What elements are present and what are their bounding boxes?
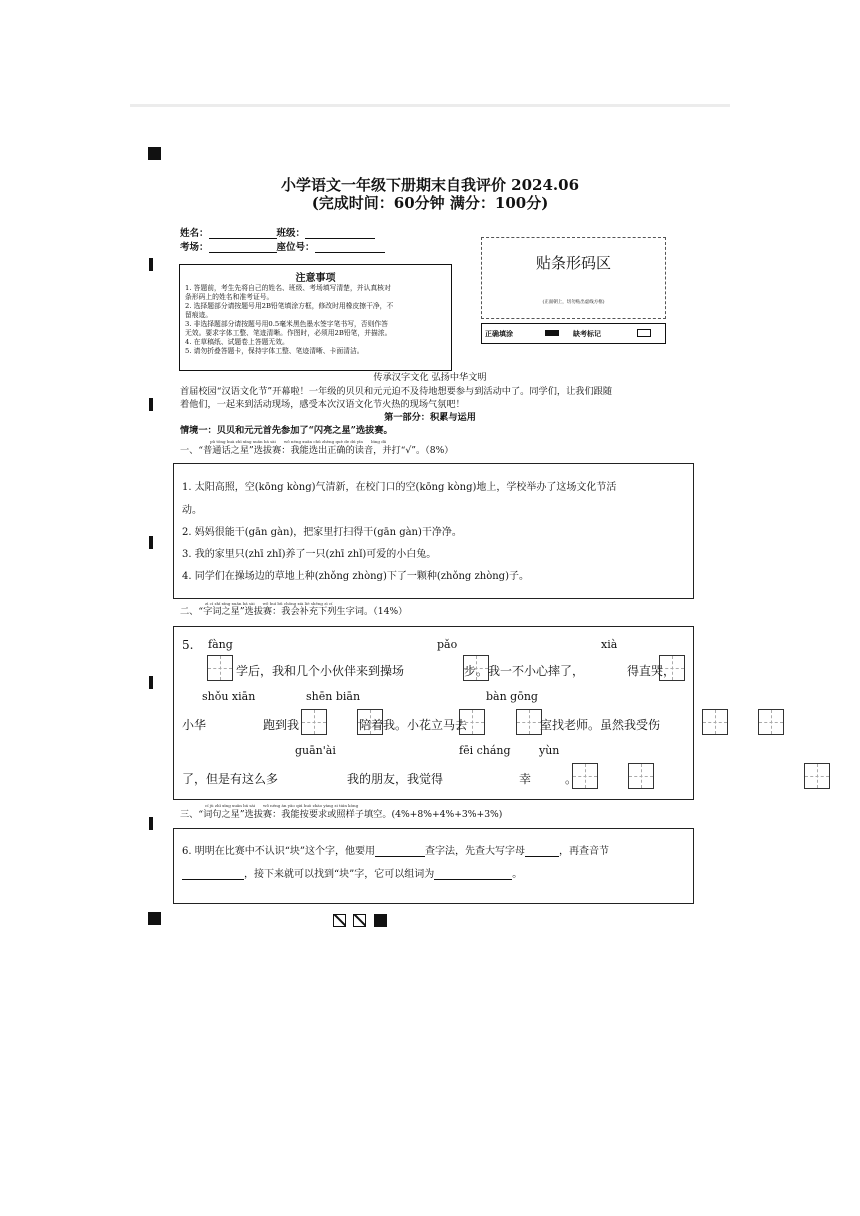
- sec1-heading: 一、“普通话之星”选拔赛：我能选出正确的读音，并打“√”。（8%）: [180, 445, 454, 456]
- barcode-area: [481, 237, 666, 319]
- q2-line: 2. 妈妈很能干(gān gàn)，把家里打扫得干(gān gàn)干净净。: [182, 527, 462, 538]
- char-box[interactable]: [207, 655, 233, 681]
- q5-text: 了，但是有这么多: [182, 772, 279, 786]
- class-label: 班级：: [276, 228, 306, 239]
- barcode-title: 贴条形码区: [535, 254, 611, 272]
- corner-mark-bottom-left: [148, 912, 161, 925]
- q6-text: 6. 明明在比赛中不认识“块”这个字，他要用: [182, 846, 375, 857]
- notice-line: 2. 选择题部分请按题号用2B铅笔填涂方框，修改时用橡皮擦干净，不: [185, 302, 394, 310]
- side-tick: [149, 258, 153, 271]
- notice-title: 注意事项: [295, 273, 336, 284]
- exam-subtitle: (完成时间：60分钟 满分：100分): [311, 194, 549, 212]
- side-tick: [149, 676, 153, 689]
- name-field[interactable]: [209, 228, 277, 239]
- class-field[interactable]: [305, 228, 375, 239]
- corner-mark-top-left: [148, 147, 161, 160]
- notice-line: 3. 非选择题部分请按题号用0.5毫米黑色墨水签字笔书写，否则作答: [185, 320, 388, 328]
- pinyin-yun: yùn: [539, 744, 560, 757]
- pinyin-bangong: bàn gōng: [486, 690, 538, 703]
- notice-line: 无效。要求字体工整、笔迹清晰。作图时，必须用2B铅笔，并描浓。: [185, 329, 392, 337]
- q1-line: 1. 太阳高照，空(kōng kòng)气清新，在校门口的空(kōng kòng)地上，学校举办了这场文化节活: [182, 482, 617, 493]
- char-box[interactable]: [628, 763, 654, 789]
- answer-blank[interactable]: [375, 846, 425, 857]
- side-tick: [149, 398, 153, 411]
- pinyin-xia: xià: [601, 638, 618, 651]
- char-box[interactable]: [758, 709, 784, 735]
- intro-line-2: 着他们，一起来到活动现场，感受本次汉语文化节火热的现场气氛吧！: [180, 399, 465, 410]
- room-label: 考场：: [180, 242, 209, 253]
- slash-box-icon: [353, 914, 366, 927]
- top-divider: [130, 104, 730, 107]
- q6-text: ，再查音节: [558, 846, 609, 857]
- slash-box-icon: [333, 914, 346, 927]
- notice-line: 4. 在草稿纸、试题卷上答题无效。: [185, 338, 289, 346]
- correct-fill-swatch: [545, 330, 559, 336]
- q5-text: 幸: [519, 772, 532, 786]
- answer-blank[interactable]: [182, 869, 244, 880]
- pinyin-guanai: guān'ài: [295, 744, 336, 757]
- char-box[interactable]: [702, 709, 728, 735]
- pinyin-shouxian: shǒu xiān: [202, 690, 256, 703]
- notice-line: 条形码上的姓名和准考证号。: [185, 293, 274, 301]
- notice-line: 5. 请勿折叠答题卡，保持字体工整、笔迹清晰、卡面清洁。: [185, 347, 364, 355]
- correct-fill-label: 正确填涂: [485, 329, 513, 338]
- scene-heading: 情境一：贝贝和元元首先参加了“闪亮之星”选拔赛。: [180, 425, 393, 436]
- sec3-heading: 三、“词句之星”选拔赛：我能按要求或照样子填空。(4%+8%+4%+3%+3%): [180, 809, 503, 820]
- notice-line: 留痕迹。: [185, 311, 213, 319]
- sec2-heading: 二、“字词之星”选拔赛：我会补充下列生字词。（14%）: [180, 606, 408, 617]
- q6-line-1: [182, 842, 609, 857]
- char-box[interactable]: [301, 709, 327, 735]
- sec2-pinyin: zì cí zhī xīng xuǎn bá sài wǒ huì bǔ chōng xià liè shēng zì cí: [205, 601, 333, 606]
- seat-label: 座位号：: [276, 242, 315, 253]
- name-label: 姓名：: [180, 228, 209, 239]
- q4-line: 4. 同学们在操场边的草地上种(zhǒng zhòng)下了一颗种(zhǒng zhòng)子。: [182, 571, 529, 582]
- q5-text: 得直哭，: [627, 664, 676, 678]
- absent-label: 缺考标记: [573, 329, 601, 338]
- q5-text: 跑到我: [263, 718, 300, 732]
- intro-line-1: 首届校园“汉语文化节”开幕啦！一年级的贝贝和元元迫不及待地想要参与到活动中了。同学们，让我们跟随: [180, 386, 613, 397]
- question-box-2: [173, 626, 694, 800]
- absent-mark-box[interactable]: [637, 329, 651, 337]
- pinyin-shenbian: shēn biān: [306, 690, 361, 703]
- answer-blank[interactable]: [525, 846, 559, 857]
- sec3-pinyin: cí jù zhī xīng xuǎn bá sài wǒ néng àn yāo qiú huò zhào yàng zi tián kòng: [205, 803, 359, 808]
- notice-box: [179, 264, 452, 371]
- barcode-note: (正面朝上，切勿贴出虚线方框): [542, 300, 605, 305]
- filled-box-icon: [374, 914, 387, 927]
- fill-legend: [481, 323, 666, 344]
- q6-text: 查字法，先查大写字母: [424, 846, 525, 857]
- side-tick: [149, 817, 153, 830]
- motto: 传承汉字文化 弘扬中华文明: [373, 372, 487, 383]
- notice-line: 1. 答题前，考生先将自己的姓名、班级、考场填写清楚，并认真核对: [185, 284, 391, 292]
- q5-text: 室找老师。虽然我受伤: [540, 718, 661, 732]
- q3-line: 3. 我的家里只(zhī zhǐ)养了一只(zhī zhǐ)可爱的小白兔。: [182, 549, 437, 560]
- q5-number: 5.: [182, 638, 194, 652]
- exam-title: 小学语文一年级下册期末自我评价 2024.06: [280, 176, 580, 194]
- room-field[interactable]: [209, 242, 277, 253]
- char-box[interactable]: [516, 709, 542, 735]
- q6-line-2: [182, 865, 522, 880]
- side-tick: [149, 536, 153, 549]
- q5-text: 。: [565, 772, 578, 786]
- field-row-2: [180, 239, 385, 253]
- seat-field[interactable]: [315, 242, 385, 253]
- pinyin-pao: pǎo: [437, 638, 458, 651]
- q6-text: 。: [512, 869, 523, 880]
- answer-blank[interactable]: [434, 869, 512, 880]
- pinyin-fang: fàng: [208, 638, 233, 651]
- q5-text: 步。我一不小心摔了，: [464, 664, 585, 678]
- q5-text: 学后，我和几个小伙伴来到操场: [236, 664, 405, 678]
- part-heading: 第一部分：积累与运用: [384, 412, 476, 423]
- pinyin-feichang: fēi cháng: [459, 744, 511, 757]
- question-box-1: [173, 463, 694, 599]
- char-box[interactable]: [804, 763, 830, 789]
- q5-text: 陪着我。小花立马去: [359, 718, 468, 732]
- q5-text: 我的朋友，我觉得: [347, 772, 444, 786]
- field-row-1: [180, 225, 375, 239]
- question-box-3: [173, 828, 694, 904]
- sec1-pinyin: pǔ tōng huà zhī xīng xuǎn bá sài wǒ néng xuǎn chū zhèng què de dú yīn bìng dǎ: [210, 439, 387, 444]
- q5-text: 小华: [182, 718, 207, 732]
- q1-line-cont: 动。: [182, 505, 202, 516]
- q6-text: ，接下来就可以找到“块”字，它可以组词为: [244, 869, 435, 880]
